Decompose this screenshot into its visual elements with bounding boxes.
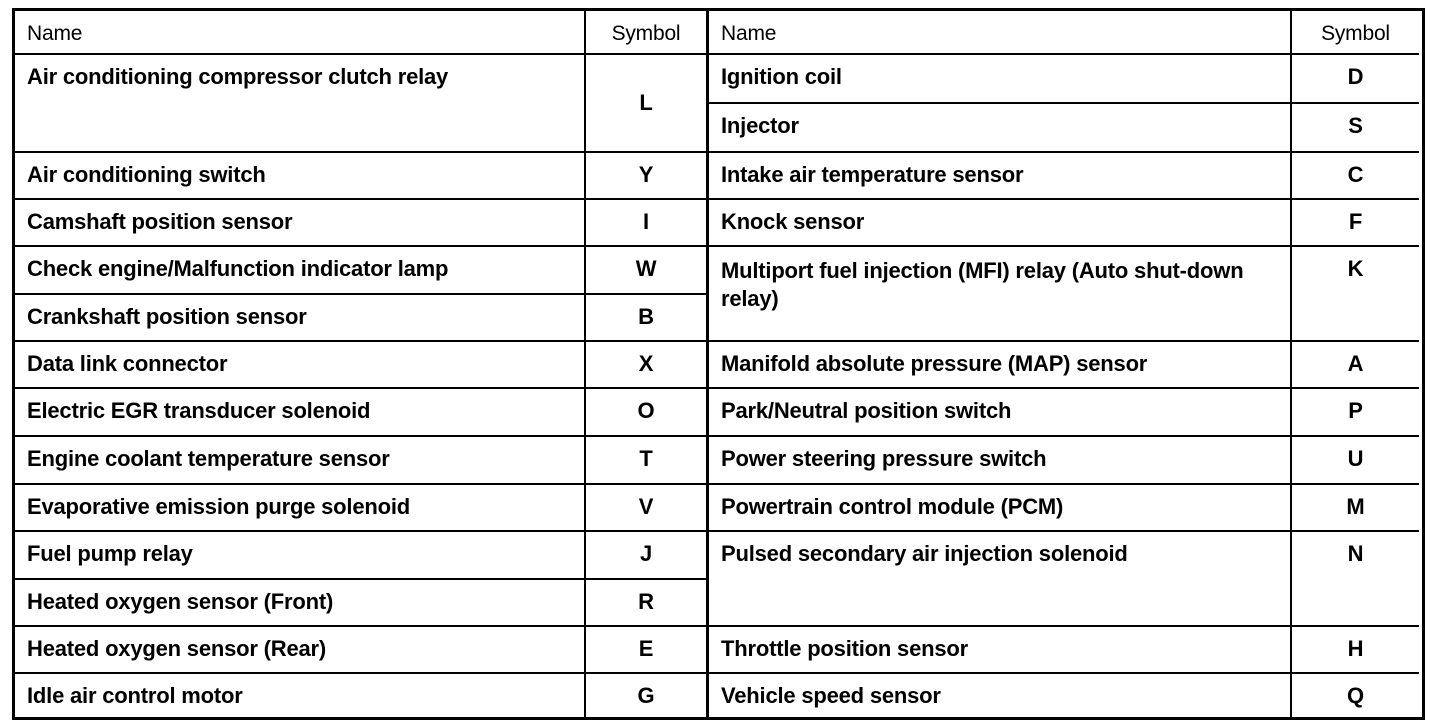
table-cell-symbol: O bbox=[586, 389, 706, 437]
table-cell-symbol: M bbox=[1292, 485, 1419, 532]
table-cell-name: Knock sensor bbox=[709, 200, 1292, 247]
table-cell-name: Ignition coil bbox=[709, 55, 1292, 104]
component-symbol-table bbox=[12, 8, 1425, 720]
table-cell-symbol: C bbox=[1292, 153, 1419, 200]
table-cell-name: Heated oxygen sensor (Front) bbox=[15, 580, 586, 627]
column-header-symbol: Symbol bbox=[586, 11, 706, 55]
table-cell-name: Throttle position sensor bbox=[709, 627, 1292, 674]
table-cell-symbol: I bbox=[586, 200, 706, 247]
table-cell-symbol: K bbox=[1292, 247, 1419, 342]
table-cell-name: Idle air control motor bbox=[15, 674, 586, 719]
table-cell-name: Power steering pressure switch bbox=[709, 437, 1292, 485]
table-cell-name: Powertrain control module (PCM) bbox=[709, 485, 1292, 532]
table-cell-name: Multiport fuel injection (MFI) relay (Auto shut-down relay) bbox=[709, 247, 1292, 342]
table-cell-name: Crankshaft position sensor bbox=[15, 295, 586, 342]
table-cell-name: Camshaft position sensor bbox=[15, 200, 586, 247]
symbol-text: L bbox=[639, 89, 653, 115]
table-cell-symbol: R bbox=[586, 580, 706, 627]
table-cell-symbol: V bbox=[586, 485, 706, 532]
table-cell-name: Evaporative emission purge solenoid bbox=[15, 485, 586, 532]
table-cell-name: Heated oxygen sensor (Rear) bbox=[15, 627, 586, 674]
table-cell-symbol: G bbox=[637, 683, 655, 708]
table-cell-symbol: D bbox=[1292, 55, 1419, 104]
table-cell-name: Data link connector bbox=[15, 342, 586, 389]
table-cell-name: Vehicle speed sensor bbox=[709, 674, 1292, 719]
table-cell-symbol: P bbox=[1292, 389, 1419, 437]
table-right-half bbox=[709, 8, 1425, 720]
table-cell-name: Fuel pump relay bbox=[15, 532, 586, 580]
table-cell-name: Intake air temperature sensor bbox=[709, 153, 1292, 200]
table-cell-name: Air conditioning switch bbox=[15, 153, 586, 200]
table-cell-symbol: Y bbox=[586, 153, 706, 200]
table-cell-symbol: A bbox=[1292, 342, 1419, 389]
table-cell-symbol: U bbox=[1292, 437, 1419, 485]
table-cell-name: Electric EGR transducer solenoid bbox=[15, 389, 586, 437]
table-cell-name: Injector bbox=[709, 104, 1292, 153]
table-left-half bbox=[12, 8, 709, 720]
table-cell-symbol: N bbox=[1292, 532, 1419, 627]
table-cell-symbol: F bbox=[1292, 200, 1419, 247]
table-cell-symbol: B bbox=[586, 295, 706, 342]
table-cell-symbol bbox=[586, 55, 706, 153]
table-cell-symbol: E bbox=[586, 627, 706, 674]
column-header-symbol: Symbol bbox=[1292, 11, 1419, 55]
column-header-name: Name bbox=[15, 11, 586, 55]
table-cell-name: Engine coolant temperature sensor bbox=[15, 437, 586, 485]
table-cell-symbol: H bbox=[1292, 627, 1419, 674]
column-header-name: Name bbox=[709, 11, 1292, 55]
table-cell-symbol: T bbox=[586, 437, 706, 485]
table-cell-symbol: Q bbox=[1347, 683, 1364, 708]
table-cell-name: Pulsed secondary air injection solenoid bbox=[709, 532, 1292, 627]
table-cell-symbol: J bbox=[586, 532, 706, 580]
table-cell-name: Check engine/Malfunction indicator lamp bbox=[15, 247, 586, 295]
table-cell-symbol: X bbox=[586, 342, 706, 389]
table-cell-name: Manifold absolute pressure (MAP) sensor bbox=[709, 342, 1292, 389]
table-cell-symbol: W bbox=[586, 247, 706, 295]
table-cell-name: Park/Neutral position switch bbox=[709, 389, 1292, 437]
table-cell-symbol: S bbox=[1292, 104, 1419, 153]
table-cell-name: Air conditioning compressor clutch relay bbox=[15, 55, 586, 153]
